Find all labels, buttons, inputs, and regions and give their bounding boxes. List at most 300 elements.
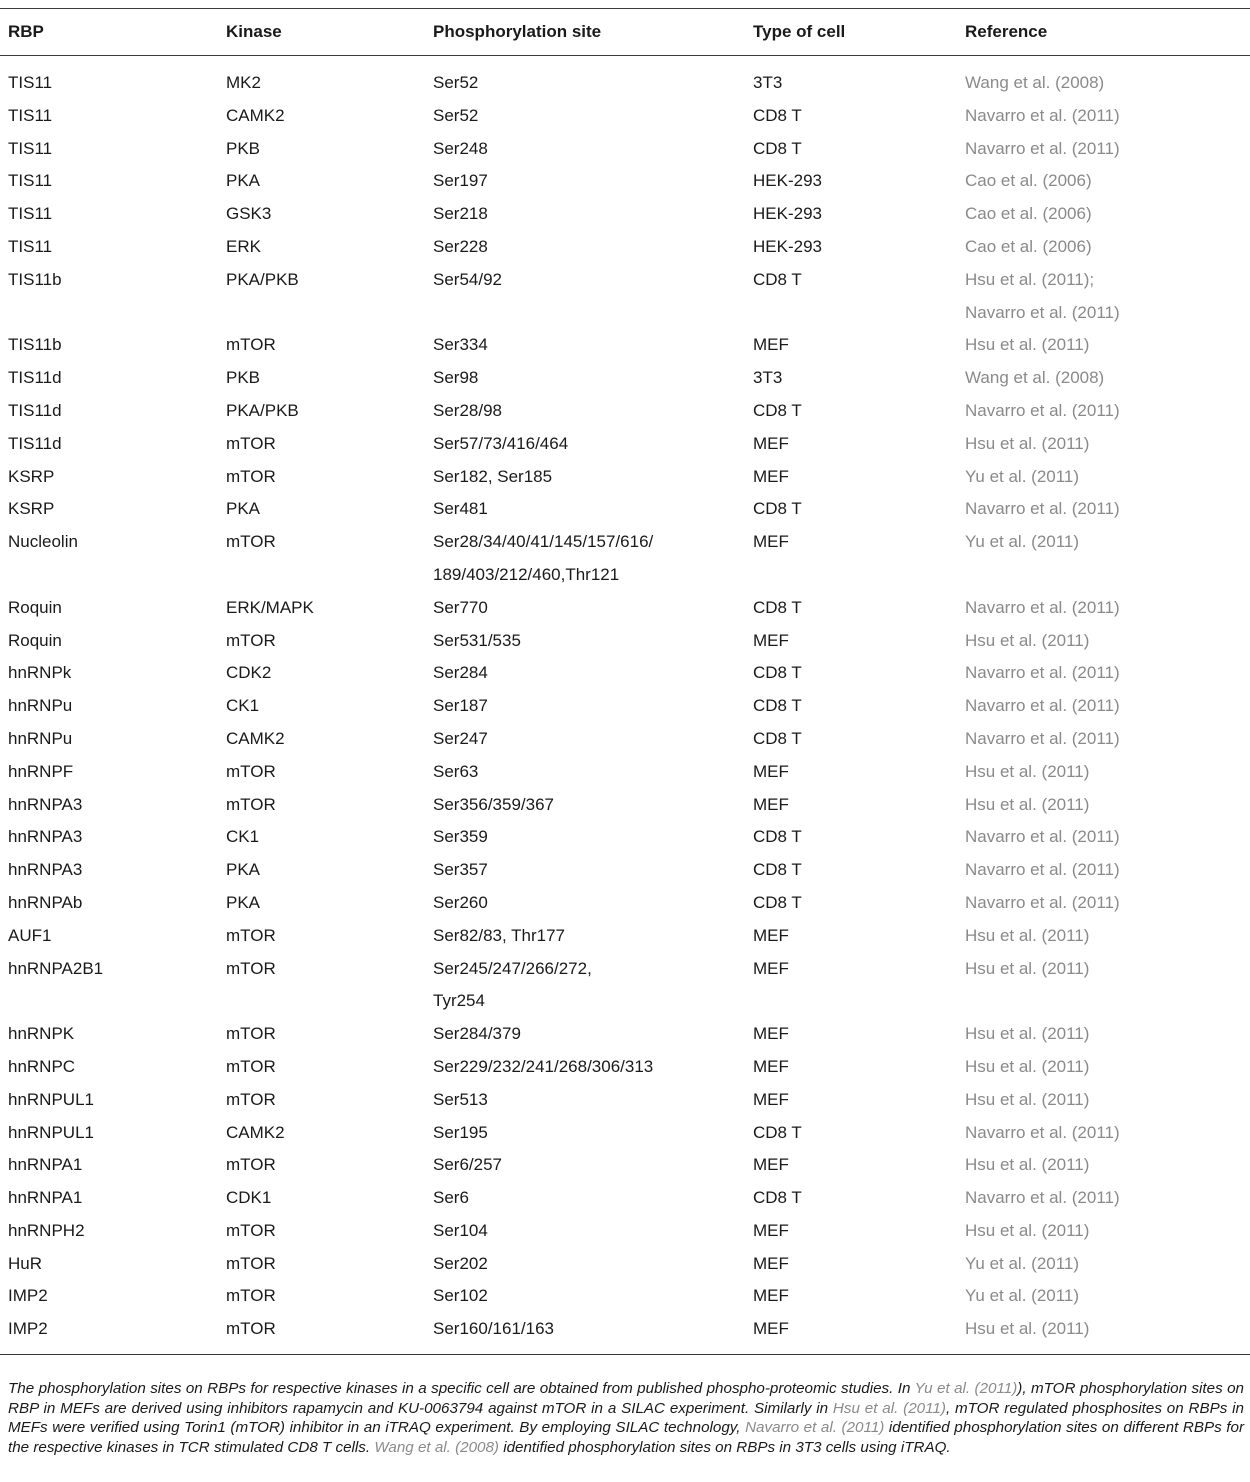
cell-type-of-cell: CD8 T bbox=[753, 269, 802, 289]
cell-type-of-cell: CD8 T bbox=[753, 1188, 802, 1208]
cell-rbp: Roquin bbox=[8, 597, 62, 617]
site-line: Tyr254 bbox=[433, 991, 485, 1011]
table-row bbox=[0, 723, 1250, 756]
cell-rbp: hnRNPH2 bbox=[8, 1220, 85, 1240]
cell-reference bbox=[957, 1248, 1250, 1281]
cell-reference bbox=[957, 1215, 1250, 1248]
cell-rbp: AUF1 bbox=[8, 925, 52, 945]
site-line: Ser187 bbox=[433, 696, 488, 716]
cell-reference bbox=[957, 231, 1250, 264]
cell-phosphorylation-site bbox=[425, 56, 745, 100]
cell-phosphorylation-site bbox=[425, 854, 745, 887]
cell-reference bbox=[957, 887, 1250, 920]
reference-line: Hsu et al. (2011) bbox=[965, 925, 1090, 945]
table-row bbox=[0, 920, 1250, 953]
reference-line: Cao et al. (2006) bbox=[965, 236, 1092, 256]
cell-rbp: hnRNPK bbox=[8, 1024, 75, 1044]
cell-kinase: CAMK2 bbox=[226, 728, 285, 748]
cell-phosphorylation-site bbox=[425, 362, 745, 395]
reference-line: Navarro et al. (2011) bbox=[965, 138, 1120, 158]
reference-line: Hsu et al. (2011) bbox=[965, 1155, 1090, 1175]
site-line: Ser182, Ser185 bbox=[433, 466, 553, 486]
cell-phosphorylation-site bbox=[425, 526, 745, 592]
cell-rbp: hnRNPA3 bbox=[8, 827, 83, 847]
cell-kinase: GSK3 bbox=[226, 204, 272, 224]
cell-phosphorylation-site bbox=[425, 1084, 745, 1117]
cell-type-of-cell: CD8 T bbox=[753, 696, 802, 716]
cell-rbp: TIS11d bbox=[8, 400, 62, 420]
table-row bbox=[0, 395, 1250, 428]
cell-kinase: mTOR bbox=[226, 630, 276, 650]
cell-kinase: PKB bbox=[226, 368, 261, 388]
cell-kinase: CK1 bbox=[226, 827, 260, 847]
footnote-citation: Yu et al. (2011) bbox=[914, 1380, 1018, 1398]
cell-reference bbox=[957, 1313, 1250, 1354]
site-line: Ser229/232/241/268/306/313 bbox=[433, 1056, 654, 1076]
cell-reference bbox=[957, 854, 1250, 887]
cell-reference bbox=[957, 592, 1250, 625]
table-row bbox=[0, 690, 1250, 723]
cell-rbp: TIS11 bbox=[8, 73, 53, 92]
cell-kinase: PKB bbox=[226, 138, 261, 158]
cell-rbp: TIS11 bbox=[8, 138, 53, 158]
header-rbp: RBP bbox=[8, 22, 44, 41]
cell-kinase: mTOR bbox=[226, 1253, 276, 1273]
table-row bbox=[0, 1117, 1250, 1150]
cell-rbp: Roquin bbox=[8, 630, 62, 650]
cell-phosphorylation-site bbox=[425, 165, 745, 198]
table-row bbox=[0, 362, 1250, 395]
site-line: Ser28/98 bbox=[433, 400, 502, 420]
cell-kinase: ERK/MAPK bbox=[226, 597, 314, 617]
cell-phosphorylation-site bbox=[425, 493, 745, 526]
table-row bbox=[0, 1248, 1250, 1281]
cell-phosphorylation-site bbox=[425, 592, 745, 625]
cell-rbp: hnRNPA1 bbox=[8, 1155, 83, 1175]
cell-phosphorylation-site bbox=[425, 231, 745, 264]
cell-type-of-cell: CD8 T bbox=[753, 827, 802, 847]
cell-kinase: CDK1 bbox=[226, 1188, 272, 1208]
site-line: Ser52 bbox=[433, 73, 479, 92]
cell-kinase: CAMK2 bbox=[226, 1122, 285, 1142]
reference-line: Hsu et al. (2011) bbox=[965, 1056, 1090, 1076]
cell-type-of-cell: MEF bbox=[753, 958, 789, 978]
site-line: Ser98 bbox=[433, 368, 479, 388]
cell-rbp: hnRNPF bbox=[8, 761, 74, 781]
cell-type-of-cell: MEF bbox=[753, 532, 789, 552]
cell-reference bbox=[957, 657, 1250, 690]
cell-rbp: hnRNPk bbox=[8, 663, 72, 683]
cell-type-of-cell: CD8 T bbox=[753, 728, 802, 748]
reference-line: Hsu et al. (2011) bbox=[965, 794, 1090, 814]
cell-type-of-cell: CD8 T bbox=[753, 1122, 802, 1142]
site-line: Ser260 bbox=[433, 892, 488, 912]
cell-phosphorylation-site bbox=[425, 100, 745, 133]
site-line: Ser359 bbox=[433, 827, 488, 847]
cell-reference bbox=[957, 428, 1250, 461]
table-row bbox=[0, 329, 1250, 362]
reference-line: Navarro et al. (2011) bbox=[965, 1122, 1120, 1142]
cell-type-of-cell: CD8 T bbox=[753, 663, 802, 683]
cell-type-of-cell: MEF bbox=[753, 925, 789, 945]
cell-reference bbox=[957, 723, 1250, 756]
phosphorylation-table bbox=[0, 9, 1250, 55]
site-line: Ser57/73/416/464 bbox=[433, 433, 569, 453]
site-line: Ser102 bbox=[433, 1286, 488, 1306]
cell-rbp: Nucleolin bbox=[8, 532, 78, 552]
footnote-text: The phosphorylation sites on RBPs for respective kinases in a specific cell are obtained from published phospho-proteomic studies. In bbox=[8, 1380, 915, 1398]
cell-type-of-cell: CD8 T bbox=[753, 499, 802, 519]
cell-phosphorylation-site bbox=[425, 198, 745, 231]
table-row bbox=[0, 1313, 1250, 1354]
cell-reference bbox=[957, 756, 1250, 789]
cell-kinase: mTOR bbox=[226, 1220, 276, 1240]
site-line: Ser513 bbox=[433, 1089, 488, 1109]
footnote-text: identified phosphorylation sites on RBPs in 3T3 cells using iTRAQ. bbox=[499, 1438, 951, 1456]
cell-type-of-cell: CD8 T bbox=[753, 138, 802, 158]
site-line: Ser481 bbox=[433, 499, 488, 519]
phosphorylation-table-container bbox=[0, 8, 1250, 1355]
reference-line: Hsu et al. (2011) bbox=[965, 1089, 1090, 1109]
cell-type-of-cell: HEK-293 bbox=[753, 236, 822, 256]
footnote-citation: Wang et al. (2008) bbox=[374, 1438, 499, 1456]
cell-phosphorylation-site bbox=[425, 1117, 745, 1150]
footnote-citation: Hsu et al. (2011) bbox=[832, 1399, 946, 1417]
cell-kinase: PKA bbox=[226, 499, 261, 519]
reference-line: Wang et al. (2008) bbox=[965, 73, 1105, 92]
cell-kinase: mTOR bbox=[226, 532, 276, 552]
table-row bbox=[0, 592, 1250, 625]
cell-reference bbox=[957, 1018, 1250, 1051]
cell-phosphorylation-site bbox=[425, 1182, 745, 1215]
site-line: Ser284/379 bbox=[433, 1024, 521, 1044]
cell-rbp: TIS11 bbox=[8, 204, 53, 224]
cell-type-of-cell: MEF bbox=[753, 335, 789, 355]
reference-line: Navarro et al. (2011) bbox=[965, 1188, 1120, 1208]
site-line: Ser248 bbox=[433, 138, 488, 158]
table-row bbox=[0, 625, 1250, 658]
site-line: Ser357 bbox=[433, 860, 488, 880]
cell-phosphorylation-site bbox=[425, 690, 745, 723]
cell-reference bbox=[957, 690, 1250, 723]
cell-reference bbox=[957, 1051, 1250, 1084]
header-row bbox=[0, 9, 1250, 55]
reference-line: Cao et al. (2006) bbox=[965, 171, 1092, 191]
cell-kinase: mTOR bbox=[226, 761, 276, 781]
cell-reference bbox=[957, 920, 1250, 953]
site-line: Ser82/83, Thr177 bbox=[433, 925, 565, 945]
site-line: Ser195 bbox=[433, 1122, 488, 1142]
cell-rbp: hnRNPA3 bbox=[8, 860, 83, 880]
cell-rbp: KSRP bbox=[8, 466, 55, 486]
footnote-text: , mTOR regulated phosphosites on RBPs in MEFs were verified using Torin1 (mTOR) inhibitor in an iTRAQ experiment. By employing SILAC technology, bbox=[8, 1399, 1245, 1437]
cell-phosphorylation-site bbox=[425, 264, 745, 330]
header-kinase: Kinase bbox=[226, 22, 282, 41]
cell-phosphorylation-site bbox=[425, 953, 745, 1019]
site-line: Ser770 bbox=[433, 597, 488, 617]
table-row bbox=[0, 854, 1250, 887]
header-reference: Reference bbox=[965, 22, 1048, 41]
site-line: Ser6 bbox=[433, 1188, 469, 1208]
reference-line: Hsu et al. (2011) bbox=[965, 630, 1090, 650]
reference-line: Navarro et al. (2011) bbox=[965, 105, 1120, 125]
cell-rbp: TIS11 bbox=[8, 171, 53, 191]
table-row bbox=[0, 821, 1250, 854]
cell-reference bbox=[957, 1149, 1250, 1182]
table-row bbox=[0, 231, 1250, 264]
table-row bbox=[0, 133, 1250, 166]
cell-reference bbox=[957, 493, 1250, 526]
cell-type-of-cell: MEF bbox=[753, 1220, 789, 1240]
table-body bbox=[0, 56, 1250, 1354]
cell-kinase: ERK bbox=[226, 236, 261, 256]
cell-phosphorylation-site bbox=[425, 1215, 745, 1248]
cell-kinase: mTOR bbox=[226, 1056, 276, 1076]
cell-phosphorylation-site bbox=[425, 133, 745, 166]
cell-kinase: PKA/PKB bbox=[226, 400, 299, 420]
reference-line: Navarro et al. (2011) bbox=[965, 597, 1120, 617]
table-row bbox=[0, 789, 1250, 822]
footnote-citation: Navarro et al. (2011) bbox=[745, 1419, 885, 1437]
cell-reference bbox=[957, 329, 1250, 362]
site-line: Ser197 bbox=[433, 171, 488, 191]
cell-type-of-cell: HEK-293 bbox=[753, 204, 822, 224]
cell-rbp: hnRNPUL1 bbox=[8, 1122, 94, 1142]
cell-reference bbox=[957, 526, 1250, 592]
cell-kinase: mTOR bbox=[226, 433, 276, 453]
reference-line: Navarro et al. (2011) bbox=[965, 728, 1120, 748]
header-phosphorylation-site: Phosphorylation site bbox=[433, 22, 602, 41]
table-row bbox=[0, 953, 1250, 1019]
table-row bbox=[0, 56, 1250, 100]
table-row bbox=[0, 756, 1250, 789]
table-footnote bbox=[8, 1379, 1244, 1457]
cell-reference bbox=[957, 56, 1250, 100]
table-row bbox=[0, 1051, 1250, 1084]
cell-reference bbox=[957, 100, 1250, 133]
site-line: Ser245/247/266/272, bbox=[433, 958, 592, 978]
cell-reference bbox=[957, 133, 1250, 166]
cell-phosphorylation-site bbox=[425, 1149, 745, 1182]
cell-reference bbox=[957, 165, 1250, 198]
cell-kinase: PKA bbox=[226, 171, 261, 191]
site-line: Ser356/359/367 bbox=[433, 794, 554, 814]
reference-line: Navarro et al. (2011) bbox=[965, 499, 1120, 519]
cell-rbp: TIS11b bbox=[8, 335, 62, 355]
cell-rbp: hnRNPA2B1 bbox=[8, 958, 104, 978]
cell-rbp: hnRNPC bbox=[8, 1056, 76, 1076]
cell-rbp: HuR bbox=[8, 1253, 43, 1273]
table-row bbox=[0, 1149, 1250, 1182]
table-row bbox=[0, 1182, 1250, 1215]
cell-type-of-cell: CD8 T bbox=[753, 892, 802, 912]
cell-rbp: TIS11 bbox=[8, 236, 53, 256]
cell-phosphorylation-site bbox=[425, 1018, 745, 1051]
cell-type-of-cell: CD8 T bbox=[753, 860, 802, 880]
cell-rbp: hnRNPA1 bbox=[8, 1188, 83, 1208]
reference-line: Yu et al. (2011) bbox=[965, 466, 1080, 486]
cell-type-of-cell: MEF bbox=[753, 433, 789, 453]
site-line: Ser247 bbox=[433, 728, 488, 748]
cell-reference bbox=[957, 789, 1250, 822]
cell-rbp: IMP2 bbox=[8, 1319, 48, 1339]
table-row bbox=[0, 493, 1250, 526]
reference-line: Hsu et al. (2011) bbox=[965, 1024, 1090, 1044]
cell-type-of-cell: MEF bbox=[753, 1253, 789, 1273]
cell-type-of-cell: MEF bbox=[753, 630, 789, 650]
cell-kinase: MK2 bbox=[226, 73, 261, 92]
cell-phosphorylation-site bbox=[425, 657, 745, 690]
reference-line: Hsu et al. (2011) bbox=[965, 1220, 1090, 1240]
reference-line: Hsu et al. (2011) bbox=[965, 958, 1090, 978]
cell-type-of-cell: MEF bbox=[753, 1319, 789, 1339]
cell-phosphorylation-site bbox=[425, 1313, 745, 1354]
cell-kinase: PKA bbox=[226, 892, 261, 912]
cell-phosphorylation-site bbox=[425, 329, 745, 362]
reference-line: Hsu et al. (2011) bbox=[965, 761, 1090, 781]
cell-phosphorylation-site bbox=[425, 723, 745, 756]
cell-type-of-cell: CD8 T bbox=[753, 400, 802, 420]
cell-kinase: mTOR bbox=[226, 1024, 276, 1044]
cell-type-of-cell: HEK-293 bbox=[753, 171, 822, 191]
site-line: Ser52 bbox=[433, 105, 479, 125]
cell-reference bbox=[957, 1182, 1250, 1215]
table-row bbox=[0, 1084, 1250, 1117]
phosphorylation-table-body bbox=[0, 56, 1250, 1354]
cell-reference bbox=[957, 953, 1250, 1019]
cell-rbp: TIS11d bbox=[8, 433, 62, 453]
cell-rbp: hnRNPUL1 bbox=[8, 1089, 94, 1109]
cell-kinase: mTOR bbox=[226, 335, 276, 355]
cell-type-of-cell: CD8 T bbox=[753, 105, 802, 125]
cell-kinase: PKA bbox=[226, 860, 261, 880]
cell-type-of-cell: MEF bbox=[753, 761, 789, 781]
cell-kinase: mTOR bbox=[226, 1155, 276, 1175]
reference-line: Hsu et al. (2011) bbox=[965, 433, 1090, 453]
cell-reference bbox=[957, 625, 1250, 658]
table-bottom-rule bbox=[0, 1354, 1250, 1355]
cell-phosphorylation-site bbox=[425, 428, 745, 461]
cell-reference bbox=[957, 198, 1250, 231]
table-row bbox=[0, 1018, 1250, 1051]
cell-type-of-cell: MEF bbox=[753, 794, 789, 814]
table-row bbox=[0, 1215, 1250, 1248]
reference-line: Navarro et al. (2011) bbox=[965, 827, 1120, 847]
cell-reference bbox=[957, 1280, 1250, 1313]
cell-kinase: mTOR bbox=[226, 925, 276, 945]
cell-kinase: CAMK2 bbox=[226, 105, 285, 125]
footnote-text: ), mTOR phosphorylation sites on RBP in MEFs are derived using inhibitors rapamycin and KU-0063794 against mTOR in a SILAC experiment. Similarly in bbox=[8, 1380, 1244, 1417]
cell-rbp: hnRNPu bbox=[8, 728, 73, 748]
table-row bbox=[0, 1280, 1250, 1313]
site-line: Ser228 bbox=[433, 236, 488, 256]
reference-line: Hsu et al. (2011); bbox=[965, 269, 1095, 289]
cell-phosphorylation-site bbox=[425, 1280, 745, 1313]
cell-rbp: hnRNPAb bbox=[8, 892, 83, 912]
cell-type-of-cell: CD8 T bbox=[753, 597, 802, 617]
cell-kinase: mTOR bbox=[226, 1319, 276, 1339]
table-row bbox=[0, 264, 1250, 330]
site-line: Ser54/92 bbox=[433, 269, 502, 289]
cell-rbp: TIS11b bbox=[8, 269, 62, 289]
site-line: Ser6/257 bbox=[433, 1155, 502, 1175]
reference-line: Hsu et al. (2011) bbox=[965, 335, 1090, 355]
header-type-of-cell: Type of cell bbox=[753, 22, 846, 41]
table-row bbox=[0, 526, 1250, 592]
footnote-text: identified phosphorylation sites on different RBPs for the respective kinases in TCR stimulated CD8 T cells. bbox=[8, 1419, 1245, 1456]
cell-reference bbox=[957, 1117, 1250, 1150]
cell-reference bbox=[957, 461, 1250, 494]
table-row bbox=[0, 887, 1250, 920]
cell-rbp: hnRNPu bbox=[8, 696, 73, 716]
reference-line: Navarro et al. (2011) bbox=[965, 663, 1120, 683]
cell-reference bbox=[957, 264, 1250, 330]
reference-line: Navarro et al. (2011) bbox=[965, 892, 1120, 912]
table-header bbox=[0, 9, 1250, 55]
table-row bbox=[0, 100, 1250, 133]
reference-line: Navarro et al. (2011) bbox=[965, 302, 1120, 322]
cell-type-of-cell: 3T3 bbox=[753, 368, 783, 388]
site-line: Ser28/34/40/41/145/157/616/ bbox=[433, 532, 654, 552]
reference-line: Navarro et al. (2011) bbox=[965, 696, 1120, 716]
cell-type-of-cell: MEF bbox=[753, 1089, 789, 1109]
table-row bbox=[0, 461, 1250, 494]
table-row bbox=[0, 657, 1250, 690]
cell-type-of-cell: MEF bbox=[753, 1024, 789, 1044]
cell-kinase: mTOR bbox=[226, 958, 276, 978]
reference-line: Wang et al. (2008) bbox=[965, 368, 1105, 388]
cell-phosphorylation-site bbox=[425, 756, 745, 789]
table-row bbox=[0, 165, 1250, 198]
cell-reference bbox=[957, 821, 1250, 854]
cell-reference bbox=[957, 1084, 1250, 1117]
cell-rbp: KSRP bbox=[8, 499, 55, 519]
site-line: Ser218 bbox=[433, 204, 488, 224]
cell-type-of-cell: 3T3 bbox=[753, 73, 783, 92]
cell-kinase: mTOR bbox=[226, 1089, 276, 1109]
site-line: Ser202 bbox=[433, 1253, 488, 1273]
cell-phosphorylation-site bbox=[425, 461, 745, 494]
cell-kinase: CDK2 bbox=[226, 663, 272, 683]
reference-line: Hsu et al. (2011) bbox=[965, 1319, 1090, 1339]
table-row bbox=[0, 428, 1250, 461]
site-line: Ser284 bbox=[433, 663, 488, 683]
cell-rbp: TIS11 bbox=[8, 105, 53, 125]
cell-rbp: IMP2 bbox=[8, 1286, 48, 1306]
site-line: Ser531/535 bbox=[433, 630, 521, 650]
cell-phosphorylation-site bbox=[425, 1248, 745, 1281]
reference-line: Cao et al. (2006) bbox=[965, 204, 1092, 224]
cell-rbp: hnRNPA3 bbox=[8, 794, 83, 814]
cell-kinase: PKA/PKB bbox=[226, 269, 299, 289]
reference-line: Yu et al. (2011) bbox=[965, 1286, 1080, 1306]
cell-kinase: mTOR bbox=[226, 466, 276, 486]
site-line: Ser334 bbox=[433, 335, 488, 355]
reference-line: Yu et al. (2011) bbox=[965, 532, 1080, 552]
cell-kinase: mTOR bbox=[226, 794, 276, 814]
cell-kinase: mTOR bbox=[226, 1286, 276, 1306]
cell-type-of-cell: MEF bbox=[753, 1056, 789, 1076]
table-row bbox=[0, 198, 1250, 231]
cell-phosphorylation-site bbox=[425, 887, 745, 920]
site-line: Ser104 bbox=[433, 1220, 488, 1240]
cell-phosphorylation-site bbox=[425, 920, 745, 953]
cell-reference bbox=[957, 395, 1250, 428]
reference-line: Yu et al. (2011) bbox=[965, 1253, 1080, 1273]
cell-phosphorylation-site bbox=[425, 395, 745, 428]
cell-phosphorylation-site bbox=[425, 821, 745, 854]
cell-reference bbox=[957, 362, 1250, 395]
